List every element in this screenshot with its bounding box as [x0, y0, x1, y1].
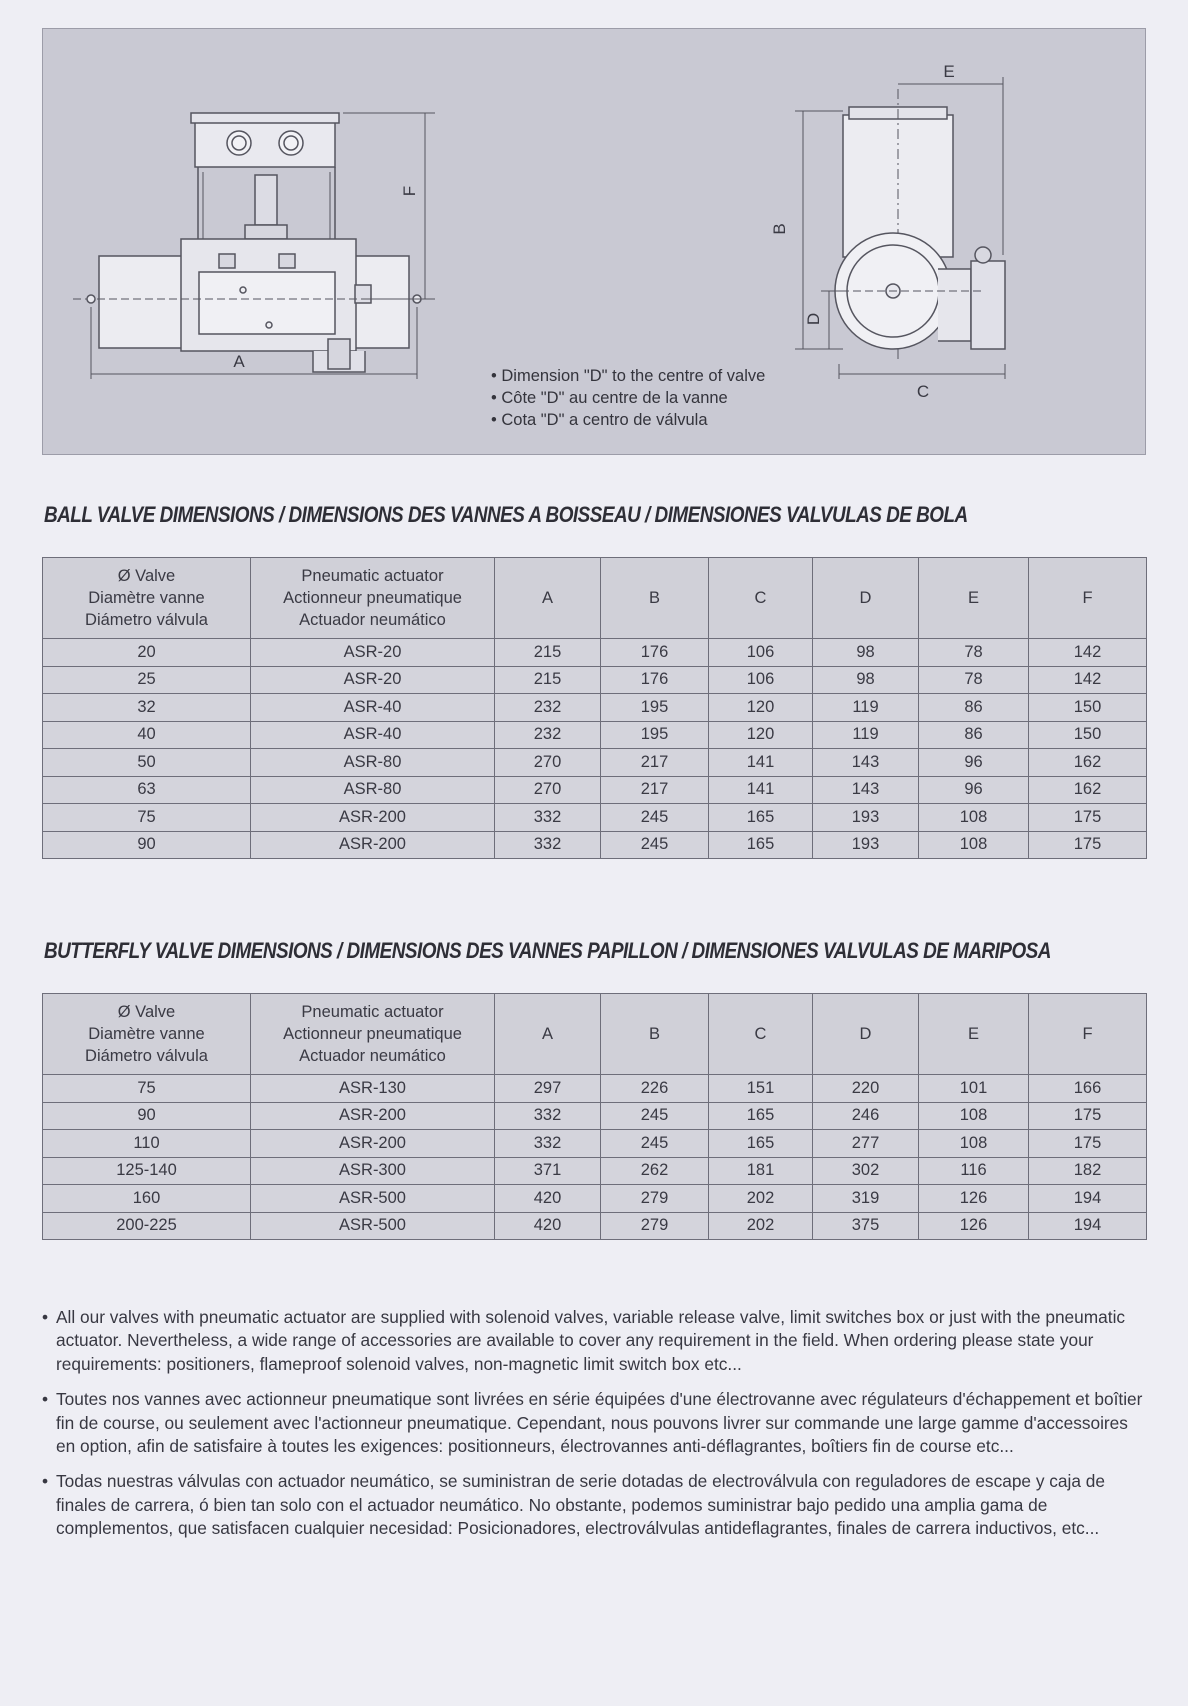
- column-header-d: D: [813, 994, 919, 1075]
- ball-valve-title: BALL VALVE DIMENSIONS / DIMENSIONS DES VANNES A BOISSEAU / DIMENSIONES VALVULAS DE BOLA: [44, 502, 968, 527]
- table-cell: ASR-500: [251, 1212, 495, 1240]
- table-cell: 98: [813, 666, 919, 694]
- table-row: [43, 639, 1147, 667]
- column-header-f: F: [1029, 994, 1147, 1075]
- table-cell: 245: [601, 804, 709, 832]
- table-cell: 232: [495, 721, 601, 749]
- table-cell: ASR-130: [251, 1075, 495, 1103]
- table-cell: 220: [813, 1075, 919, 1103]
- column-header-a: A: [495, 558, 601, 639]
- table-cell: ASR-40: [251, 694, 495, 722]
- table-row: [43, 694, 1147, 722]
- table-cell: 245: [601, 831, 709, 859]
- table-cell: ASR-200: [251, 831, 495, 859]
- table-cell: 116: [919, 1157, 1029, 1185]
- table-cell: 141: [709, 776, 813, 804]
- table-cell: 176: [601, 639, 709, 667]
- table-cell: 165: [709, 831, 813, 859]
- table-cell: 175: [1029, 804, 1147, 832]
- table-cell: 245: [601, 1130, 709, 1158]
- dimension-note-en: • Dimension "D" to the centre of valve: [491, 365, 765, 387]
- table-cell: 110: [43, 1130, 251, 1158]
- table-cell: 143: [813, 749, 919, 777]
- table-cell: 332: [495, 804, 601, 832]
- table-cell: 175: [1029, 1130, 1147, 1158]
- table-cell: 165: [709, 1102, 813, 1130]
- table-cell: 182: [1029, 1157, 1147, 1185]
- column-header-e: E: [919, 558, 1029, 639]
- table-cell: 193: [813, 804, 919, 832]
- table-cell: 120: [709, 694, 813, 722]
- table-cell: 20: [43, 639, 251, 667]
- column-header-f: F: [1029, 558, 1147, 639]
- table-row: [43, 776, 1147, 804]
- table-row: [43, 721, 1147, 749]
- note-paragraph-es: • Todas nuestras válvulas con actuador neumático, se suministran de serie dotadas de electroválvula con reguladores de escape y caja de finales de carrera, ó bien tan solo con el actuador neumático. No obstante, podemos suministrar bajo pedido una amplia gama de complementos, que satisfacen cualquier necesidad: Posicionadores, electroválvulas antideflagrantes, finales de carrera inductivos, etc...: [44, 1470, 1144, 1540]
- table-cell: 32: [43, 694, 251, 722]
- table-cell: 202: [709, 1185, 813, 1213]
- table-cell: 246: [813, 1102, 919, 1130]
- table-cell: 75: [43, 804, 251, 832]
- dimension-note-es: • Cota "D" a centro de válvula: [491, 409, 765, 431]
- table-row: [43, 1212, 1147, 1240]
- dimension-label-d: D: [804, 312, 823, 326]
- table-cell: 150: [1029, 721, 1147, 749]
- table-cell: 175: [1029, 831, 1147, 859]
- table-cell: 96: [919, 776, 1029, 804]
- table-cell: 245: [601, 1102, 709, 1130]
- dimension-label-b: B: [770, 223, 789, 235]
- butterfly-valve-title: BUTTERFLY VALVE DIMENSIONS / DIMENSIONS DES VANNES PAPILLON / DIMENSIONES VALVULAS DE MARIPOSA: [44, 938, 1051, 963]
- table-cell: 195: [601, 694, 709, 722]
- table-cell: 108: [919, 1130, 1029, 1158]
- header-line: Diamètre vanne: [88, 1025, 205, 1043]
- table-cell: 160: [43, 1185, 251, 1213]
- table-cell: 279: [601, 1212, 709, 1240]
- table-cell: 98: [813, 639, 919, 667]
- table-cell: 106: [709, 639, 813, 667]
- table-cell: 86: [919, 694, 1029, 722]
- table-cell: 151: [709, 1075, 813, 1103]
- table-cell: 96: [919, 749, 1029, 777]
- table-cell: 25: [43, 666, 251, 694]
- table-cell: 125-140: [43, 1157, 251, 1185]
- table-cell: 270: [495, 776, 601, 804]
- table-cell: 332: [495, 1102, 601, 1130]
- table-cell: 142: [1029, 639, 1147, 667]
- column-header-b: B: [601, 558, 709, 639]
- header-line: Diámetro válvula: [85, 1047, 208, 1065]
- table-cell: 142: [1029, 666, 1147, 694]
- limit-switch-box: [195, 119, 335, 167]
- header-line: Actionneur pneumatique: [283, 589, 462, 607]
- table-row: [43, 1157, 1147, 1185]
- butterfly-valve-table: [42, 993, 1147, 1240]
- table-cell: 119: [813, 694, 919, 722]
- table-cell: 63: [43, 776, 251, 804]
- header-line: Diamètre vanne: [88, 589, 205, 607]
- table-cell: 332: [495, 1130, 601, 1158]
- table-cell: 232: [495, 694, 601, 722]
- column-header-d: D: [813, 558, 919, 639]
- table-cell: 40: [43, 721, 251, 749]
- table-cell: 126: [919, 1185, 1029, 1213]
- column-header-c: C: [709, 558, 813, 639]
- table-cell: 50: [43, 749, 251, 777]
- table-cell: ASR-40: [251, 721, 495, 749]
- table-cell: ASR-80: [251, 776, 495, 804]
- table-cell: ASR-80: [251, 749, 495, 777]
- header-line: Pneumatic actuator: [301, 1003, 444, 1021]
- table-cell: ASR-200: [251, 804, 495, 832]
- table-cell: ASR-200: [251, 1130, 495, 1158]
- table-cell: 101: [919, 1075, 1029, 1103]
- dimension-label-a: A: [233, 352, 245, 371]
- table-row: [43, 831, 1147, 859]
- table-cell: 126: [919, 1212, 1029, 1240]
- valve-diameter-header: [43, 994, 251, 1075]
- table-cell: 202: [709, 1212, 813, 1240]
- table-cell: 319: [813, 1185, 919, 1213]
- table-cell: 200-225: [43, 1212, 251, 1240]
- dimension-note-fr: • Côte "D" au centre de la vanne: [491, 387, 765, 409]
- table-row: [43, 1130, 1147, 1158]
- table-cell: 86: [919, 721, 1029, 749]
- table-cell: 195: [601, 721, 709, 749]
- table-cell: 194: [1029, 1185, 1147, 1213]
- table-cell: 176: [601, 666, 709, 694]
- table-cell: 166: [1029, 1075, 1147, 1103]
- table-cell: 90: [43, 831, 251, 859]
- table-cell: 108: [919, 804, 1029, 832]
- table-cell: 217: [601, 749, 709, 777]
- table-cell: 420: [495, 1185, 601, 1213]
- column-header-b: B: [601, 994, 709, 1075]
- table-cell: 90: [43, 1102, 251, 1130]
- table-cell: 279: [601, 1185, 709, 1213]
- dimension-label-f: F: [400, 185, 419, 197]
- table-cell: 371: [495, 1157, 601, 1185]
- table-cell: 420: [495, 1212, 601, 1240]
- column-header-c: C: [709, 994, 813, 1075]
- table-cell: 194: [1029, 1212, 1147, 1240]
- table-cell: 162: [1029, 749, 1147, 777]
- table-cell: 78: [919, 639, 1029, 667]
- technical-drawing: [42, 28, 1146, 455]
- dimension-notes: [491, 365, 765, 431]
- table-cell: 270: [495, 749, 601, 777]
- table-cell: 193: [813, 831, 919, 859]
- note-paragraph-en: • All our valves with pneumatic actuator are supplied with solenoid valves, variable release valve, limit switches box or just with the pneumatic actuator. Nevertheless, a wide range of accessories are available to cover any requirement in the field. When ordering please state your requirements: positioners, flameproof solenoid valves, non-magnetic limit switch box etc...: [44, 1306, 1144, 1376]
- actuator-header: [251, 558, 495, 639]
- table-row: [43, 804, 1147, 832]
- table-header-row: [43, 994, 1147, 1075]
- table-row: [43, 1185, 1147, 1213]
- table-cell: 143: [813, 776, 919, 804]
- table-cell: 302: [813, 1157, 919, 1185]
- table-row: [43, 1075, 1147, 1103]
- table-cell: 215: [495, 666, 601, 694]
- table-cell: 165: [709, 804, 813, 832]
- table-cell: 108: [919, 831, 1029, 859]
- table-cell: 262: [601, 1157, 709, 1185]
- header-line: Diámetro válvula: [85, 611, 208, 629]
- table-header-row: [43, 558, 1147, 639]
- table-cell: 332: [495, 831, 601, 859]
- table-row: [43, 749, 1147, 777]
- table-cell: 78: [919, 666, 1029, 694]
- dimension-label-e: E: [943, 62, 955, 81]
- header-line: Actuador neumático: [299, 1047, 446, 1065]
- accessory-notes: [44, 1306, 1144, 1553]
- valve-diameter-header: [43, 558, 251, 639]
- table-cell: 297: [495, 1075, 601, 1103]
- header-line: Ø Valve: [117, 1003, 176, 1021]
- table-row: [43, 1102, 1147, 1130]
- note-paragraph-fr: • Toutes nos vannes avec actionneur pneumatique sont livrées en série équipées d'une électrovanne avec régulateurs d'échappement et boîtier fin de course, ou seulement avec l'actionneur pneumatique. Cependant, nous pouvons livrer sur commande une large gamme d'accessoires en option, afin de satisfaire à toutes les exigences: positionneurs, électrovannes anti-déflagrantes, boîtiers fin de course etc...: [44, 1388, 1144, 1458]
- table-cell: 375: [813, 1212, 919, 1240]
- table-cell: 175: [1029, 1102, 1147, 1130]
- table-cell: 217: [601, 776, 709, 804]
- table-cell: ASR-500: [251, 1185, 495, 1213]
- header-line: Actionneur pneumatique: [283, 1025, 462, 1043]
- table-cell: ASR-300: [251, 1157, 495, 1185]
- dimension-label-c: C: [916, 382, 930, 401]
- column-header-a: A: [495, 994, 601, 1075]
- table-cell: 226: [601, 1075, 709, 1103]
- table-row: [43, 666, 1147, 694]
- table-cell: 120: [709, 721, 813, 749]
- table-cell: ASR-200: [251, 1102, 495, 1130]
- table-cell: 141: [709, 749, 813, 777]
- table-cell: 150: [1029, 694, 1147, 722]
- header-line: Pneumatic actuator: [301, 567, 444, 585]
- header-line: Ø Valve: [117, 567, 176, 585]
- table-cell: 75: [43, 1075, 251, 1103]
- table-cell: 108: [919, 1102, 1029, 1130]
- table-cell: 181: [709, 1157, 813, 1185]
- table-cell: 119: [813, 721, 919, 749]
- table-cell: 215: [495, 639, 601, 667]
- table-cell: ASR-20: [251, 639, 495, 667]
- table-cell: 106: [709, 666, 813, 694]
- table-cell: 162: [1029, 776, 1147, 804]
- header-line: Actuador neumático: [299, 611, 446, 629]
- actuator-header: [251, 994, 495, 1075]
- column-header-e: E: [919, 994, 1029, 1075]
- table-cell: 277: [813, 1130, 919, 1158]
- ball-valve-table: [42, 557, 1147, 859]
- table-cell: ASR-20: [251, 666, 495, 694]
- table-cell: 165: [709, 1130, 813, 1158]
